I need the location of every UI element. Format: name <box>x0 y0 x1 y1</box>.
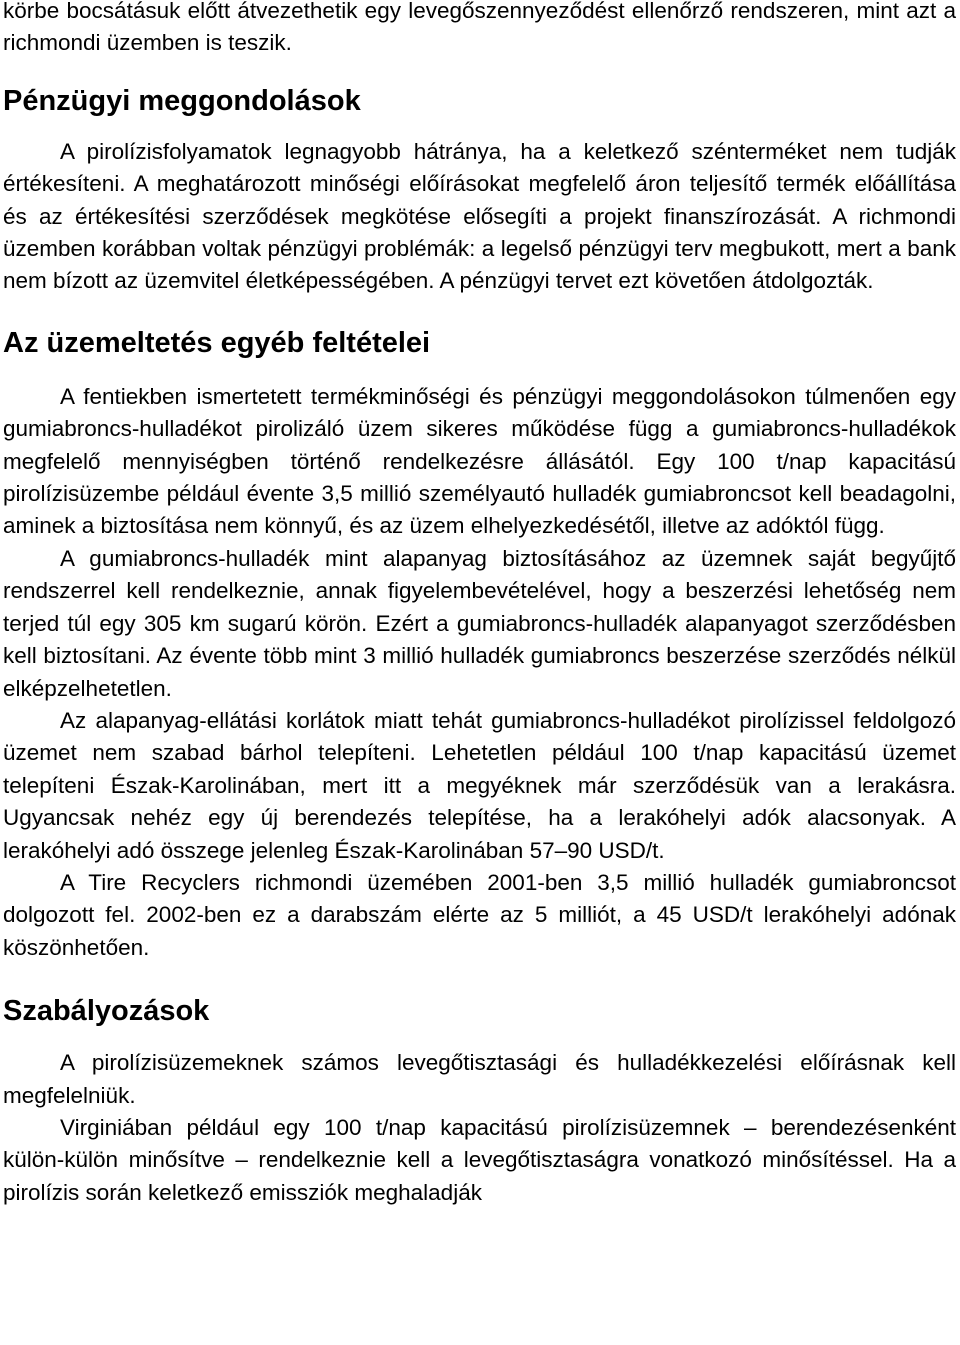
section-heading-financial: Pénzügyi meggondolások <box>3 84 361 117</box>
financial-paragraph: A pirolízisfolyamatok legnagyobb hátránya, ha a keletkező szénterméket nem tudják értékesíteni. A meghatározott minőségi előírásokat megfelelő áron teljesítő termék előállítása és az értékesítési szerződések megkötése elősegíti a projekt finanszírozását. A richmondi üzemben korábban voltak pénzügyi problémák: a legelső pénzügyi terv megbukott, mert a bank nem bízott az üzemvitel életképességében. A pénzügyi tervet ezt követően átdolgozták. <box>3 138 956 294</box>
regulations-paragraph-2: Virginiában például egy 100 t/nap kapacitású pirolízisüzemnek – berendezésenként külön-külön minősítve – rendelkeznie kell a levegőtisztaságra vonatkozó minősítéssel. Ha a pirolízis során keletkező emissziók meghaladják <box>3 1114 956 1205</box>
opening-paragraph: körbe bocsátásuk előtt átvezethetik egy levegőszennyeződést ellenőrző rendszeren, mint azt a richmondi üzemben is teszik. <box>3 0 956 56</box>
operating-paragraph-3: Az alapanyag-ellátási korlátok miatt tehát gumiabroncs-hulladékot pirolízissel feldolgozó üzemet nem szabad bárhol telepíteni. Lehetetlen például 100 t/nap kapacitású üzemet telepíteni Észak-Karolinában, mert itt a megyéknek már szerződésük van a lerakásra. Ugyancsak nehéz egy új berendezés telepítése, ha a lerakóhelyi adók alacsonyak. A lerakóhelyi adó összege jelenleg Észak-Karolinában 57–90 USD/t. <box>3 707 956 863</box>
operating-paragraph-4: A Tire Recyclers richmondi üzemében 2001-ben 3,5 millió hulladék gumiabroncsot dolgozott fel. 2002-ben ez a darabszám elérte az 5 milliót, a 45 USD/t lerakóhelyi adónak köszönhetően. <box>3 869 956 960</box>
regulations-paragraph-1: A pirolízisüzemeknek számos levegőtisztasági és hulladékkezelési előírásnak kell megfelelniük. <box>3 1050 956 1108</box>
operating-paragraph-2: A gumiabroncs-hulladék mint alapanyag biztosításához az üzemnek saját begyűjtő rendszerrel kell rendelkeznie, annak figyelembevételével, hogy a beszerzési lehetőség nem terjed túl egy 305 km sugarú körön. Ezért a gumiabroncs-hulladék alapanyagot szerződésben kell biztosítani. Az évente több mint 3 millió hulladék gumiabroncs beszerzése szerződés nélkül elképzelhetetlen. <box>3 545 956 701</box>
operating-paragraph-1: A fentiekben ismertetett termékminőségi és pénzügyi meggondolásokon túlmenően egy gumiabroncs-hulladékot pirolizáló üzem sikeres működése függ a gumiabroncs-hulladékok megfelelő mennyiségben történő rendelkezésre állásától. Egy 100 t/nap kapacitású pirolízisüzembe például évente 3,5 millió személyautó hulladék gumiabroncsot kell beadagolni, aminek a biztosítása nem könnyű, és az üzem elhelyezkedésétől, illetve az adóktól függ. <box>3 383 956 539</box>
section-heading-regulations: Szabályozások <box>3 995 210 1028</box>
section-heading-operating-conditions: Az üzemeltetés egyéb feltételei <box>3 326 431 359</box>
